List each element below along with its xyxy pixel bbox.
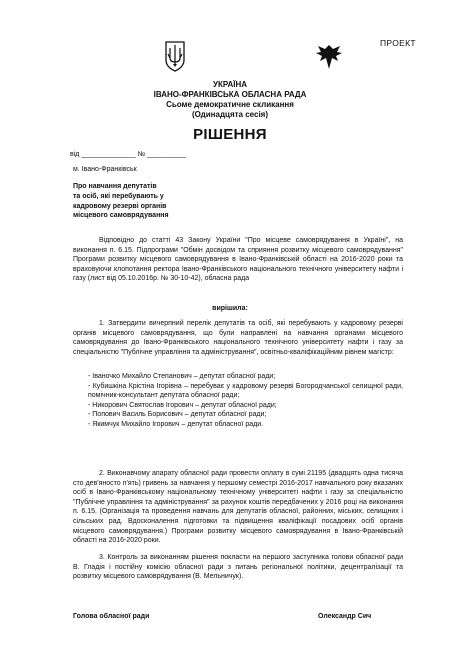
jackdaw-coat-of-arms-icon (314, 42, 344, 72)
document-title: РІШЕННЯ (193, 126, 267, 143)
subject-line: та осіб, які перебувають у (73, 192, 164, 200)
signature-name: Олександр Сич (318, 613, 372, 620)
signature-title: Голова обласної ради (73, 613, 150, 620)
persons-list (88, 372, 403, 430)
list-item: - Никорович Святослав Ігорович – депутат обласної ради; (88, 401, 277, 409)
intro-paragraph: Відповідно до статті 43 Закону України "Про місцеве самоврядування в Україні", на виконання п. 6.15. Підпрограми "Обмін досвідом та сприяння розвитку місцевого самоврядування" Програми розвитку місцевого самоврядування в Івано-Франківській області на 2016-2020 роки та враховуючи клопотання ректора Івано-Франківського національного технічного університету нафти і газу (лист від 05.10.2016р. № 30-10-42), обласна рада (73, 237, 403, 283)
subject-line: місцевого самоврядування (73, 212, 169, 220)
item-1-paragraph: 1. Затвердити вичерпний перелік депутатів та осіб, які перебувають у кадровому резерві органів місцевого самоврядування, що були направлені на навчання органами місцевого самоврядування до Івано-Франківського національного технічного університету нафти і газу за спеціальністю "Публічне управління та адміністрування", освітньо-кваліфікаційним рівнем магістр: (73, 320, 403, 356)
date-number-line (70, 151, 186, 158)
trident-coat-of-arms-icon (164, 40, 186, 72)
list-item: - Якимчук Михайло Ігорович – депутат обласної ради. (88, 420, 264, 428)
city-line: м. Івано-Франківськ (73, 166, 137, 173)
item-2-paragraph: 2. Виконавчому апарату обласної ради провести оплату в сумі 21195 (двадцять одна тисяча сто дев'яносто п'ять) гривень за навчання у першому семестрі 2016-2017 навчального року вказаних осіб в Івано-Франківському національному технічному університеті нафти і газу за спеціальністю "Публічне управління та адміністрування" за рахунок коштів передбачених у 2016 році на виконання п. 6.15. (Організація та проведення навчань для депутатів обласної, районних, міських, селищних і сільських рад. Вдосконалення підготовки та підвищення кваліфікації посадових осіб органів місцевого самоврядування.) Програми розвитку місцевого самоврядування в Івано-Франківській області на 2016-2020 роки. (73, 470, 403, 545)
session-heading: (Одинадцята сесія) (191, 110, 268, 119)
draft-label: ПРОЕКТ (380, 38, 416, 48)
convocation-heading: Сьоме демократичне скликання (166, 100, 294, 109)
number-sign: № (137, 151, 146, 158)
decided-label: вирішила: (212, 305, 248, 312)
subject-line: Про навчання депутатів (73, 183, 157, 190)
subject-line: кадровому резерві органів (73, 202, 167, 210)
list-item: - Кубишкіна Крістіна Ігорівна – перебуває у кадровому резерві Богородчанської селищної ради, помічник-консультант депутата обласної ради; (88, 382, 403, 400)
date-blank: ______________ (81, 151, 136, 158)
subject-block (73, 182, 263, 221)
country-heading: УКРАЇНА (212, 80, 248, 89)
number-blank: __________ (147, 151, 187, 158)
item-3-paragraph: 3. Контроль за виконанням рішення покласти на першого заступника голови обласної ради В. Гладія і постійну комісію обласної ради з питань регіональної політики, децентралізації та розвитку місцевого самоврядування (В. Мельничук). (73, 554, 403, 581)
date-prefix: від (70, 151, 80, 158)
council-heading: ІВАНО-ФРАНКІВСЬКА ОБЛАСНА РАДА (153, 90, 307, 99)
list-item: - Іваночко Михайло Степанович – депутат обласної ради; (88, 373, 276, 380)
list-item: - Попович Василь Борисович – депутат обласної ради; (88, 411, 267, 419)
